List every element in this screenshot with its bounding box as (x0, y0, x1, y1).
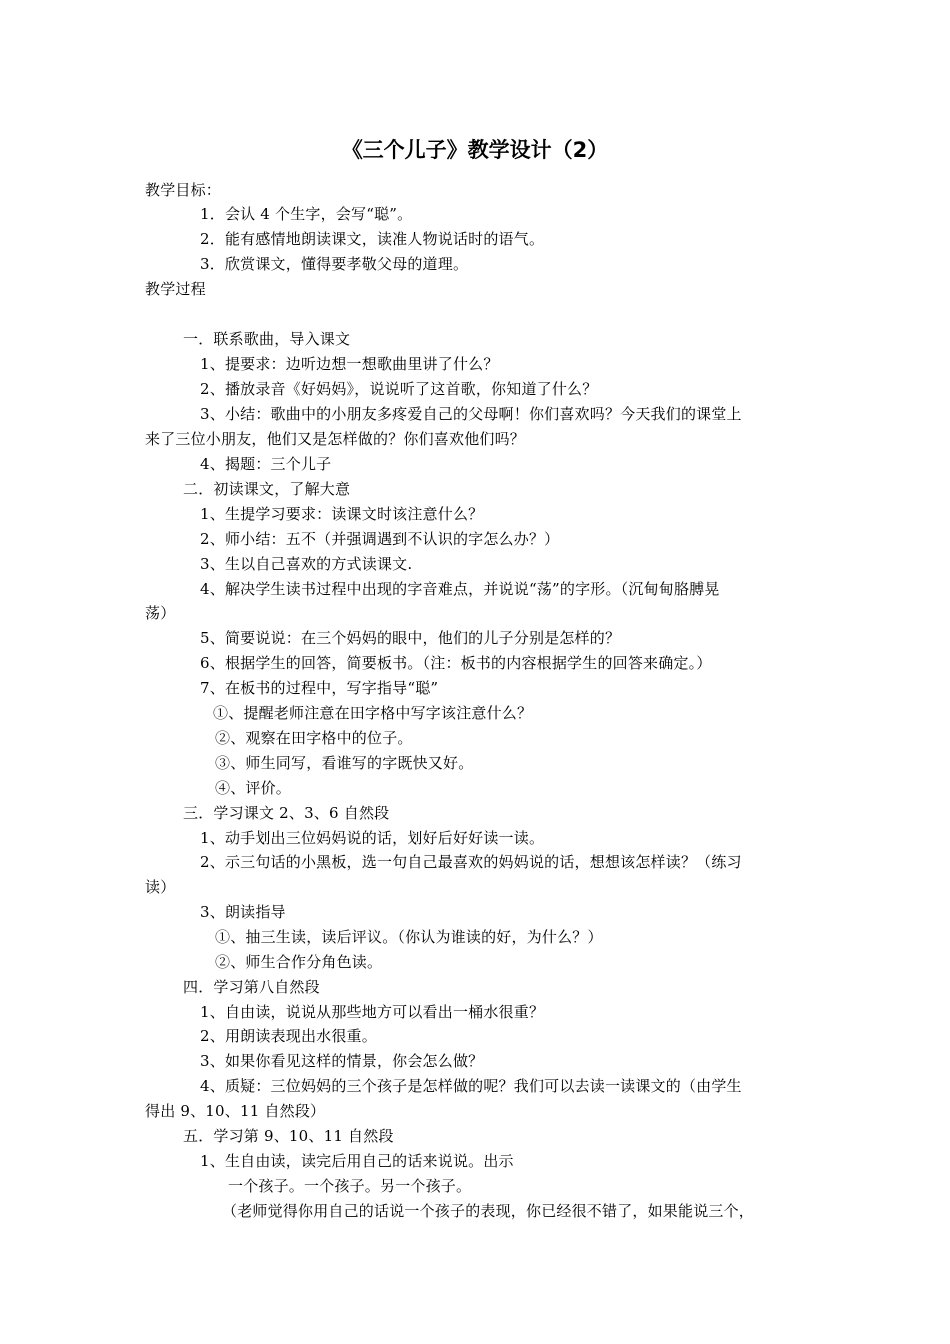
step-item: 4、解决学生读书过程中出现的字音难点，并说说“荡”的字形。（沉甸甸胳膊晃 (200, 580, 720, 598)
sub-step-item: ②、师生合作分角色读。 (215, 953, 383, 971)
step-item: 3、小结：歌曲中的小朋友多疼爱自己的父母啊！你们喜欢吗？今天我们的课堂上 (200, 405, 742, 423)
sub-step-item: ④、评价。 (215, 779, 292, 797)
step-item-continued: 得出 9、10、11 自然段） (145, 1102, 326, 1120)
step-item: 6、根据学生的回答，简要板书。（注：板书的内容根据学生的回答来确定。） (200, 654, 712, 672)
section-label-process: 教学过程 (145, 280, 206, 298)
step-item: 1、动手划出三位妈妈说的话，划好后好好读一读。 (200, 829, 545, 847)
step-item: 4、揭题：三个儿子 (200, 455, 332, 473)
step-item: 2、示三句话的小黑板，选一句自己最喜欢的妈妈说的话，想想该怎样读？（练习 (200, 853, 742, 871)
step-item: 3、朗读指导 (200, 903, 286, 921)
section-heading: 三．学习课文 2、3、6 自然段 (183, 804, 390, 822)
step-item-continued: 荡） (145, 604, 176, 622)
goal-item: 1．会认 4 个生字，会写“聪”。 (200, 205, 413, 223)
step-item: 1、生自由读，读完后用自己的话来说说。出示 (200, 1152, 514, 1170)
step-item: 2、师小结：五不（并强调遇到不认识的字怎么办？） (200, 530, 560, 548)
section-heading: 五．学习第 9、10、11 自然段 (183, 1127, 394, 1145)
section-heading: 二．初读课文，了解大意 (183, 480, 351, 498)
goal-item: 2．能有感情地朗读课文，读准人物说话时的语气。 (200, 230, 545, 248)
teacher-remark: （老师觉得你用自己的话说一个孩子的表现，你已经很不错了，如果能说三个， (222, 1202, 755, 1220)
step-item-continued: 读） (145, 878, 176, 896)
document-title: 《三个儿子》教学设计（2） (341, 138, 609, 162)
sub-step-item: ①、抽三生读，读后评议。（你认为谁读的好，为什么？） (215, 928, 603, 946)
step-item: 5、简要说说：在三个妈妈的眼中，他们的儿子分别是怎样的？ (200, 629, 621, 647)
step-item: 1、提要求：边听边想一想歌曲里讲了什么？ (200, 355, 499, 373)
sub-step-item: ②、观察在田字格中的位子。 (215, 729, 413, 747)
section-label-goals: 教学目标： (145, 181, 222, 199)
step-item: 7、在板书的过程中，写字指导“聪” (200, 679, 439, 697)
section-heading: 一．联系歌曲，导入课文 (183, 330, 351, 348)
step-item-continued: 来了三位小朋友，他们又是怎样做的？你们喜欢他们吗？ (145, 430, 526, 448)
step-item: 1、自由读，说说从那些地方可以看出一桶水很重？ (200, 1003, 545, 1021)
sub-step-item: ①、提醒老师注意在田字格中写字该注意什么？ (213, 704, 533, 722)
display-text: 一个孩子。一个孩子。另一个孩子。 (228, 1177, 472, 1195)
step-item: 2、播放录音《好妈妈》，说说听了这首歌，你知道了什么？ (200, 380, 598, 398)
step-item: 3、生以自己喜欢的方式读课文. (200, 555, 413, 573)
section-heading: 四．学习第八自然段 (183, 978, 320, 996)
step-item: 4、质疑：三位妈妈的三个孩子是怎样做的呢？我们可以去读一读课文的（由学生 (200, 1077, 742, 1095)
step-item: 2、用朗读表现出水很重。 (200, 1027, 377, 1045)
step-item: 3、如果你看见这样的情景，你会怎么做？ (200, 1052, 484, 1070)
step-item: 1、生提学习要求：读课文时该注意什么？ (200, 505, 484, 523)
sub-step-item: ③、师生同写，看谁写的字既快又好。 (215, 754, 474, 772)
goal-item: 3．欣赏课文，懂得要孝敬父母的道理。 (200, 255, 469, 273)
